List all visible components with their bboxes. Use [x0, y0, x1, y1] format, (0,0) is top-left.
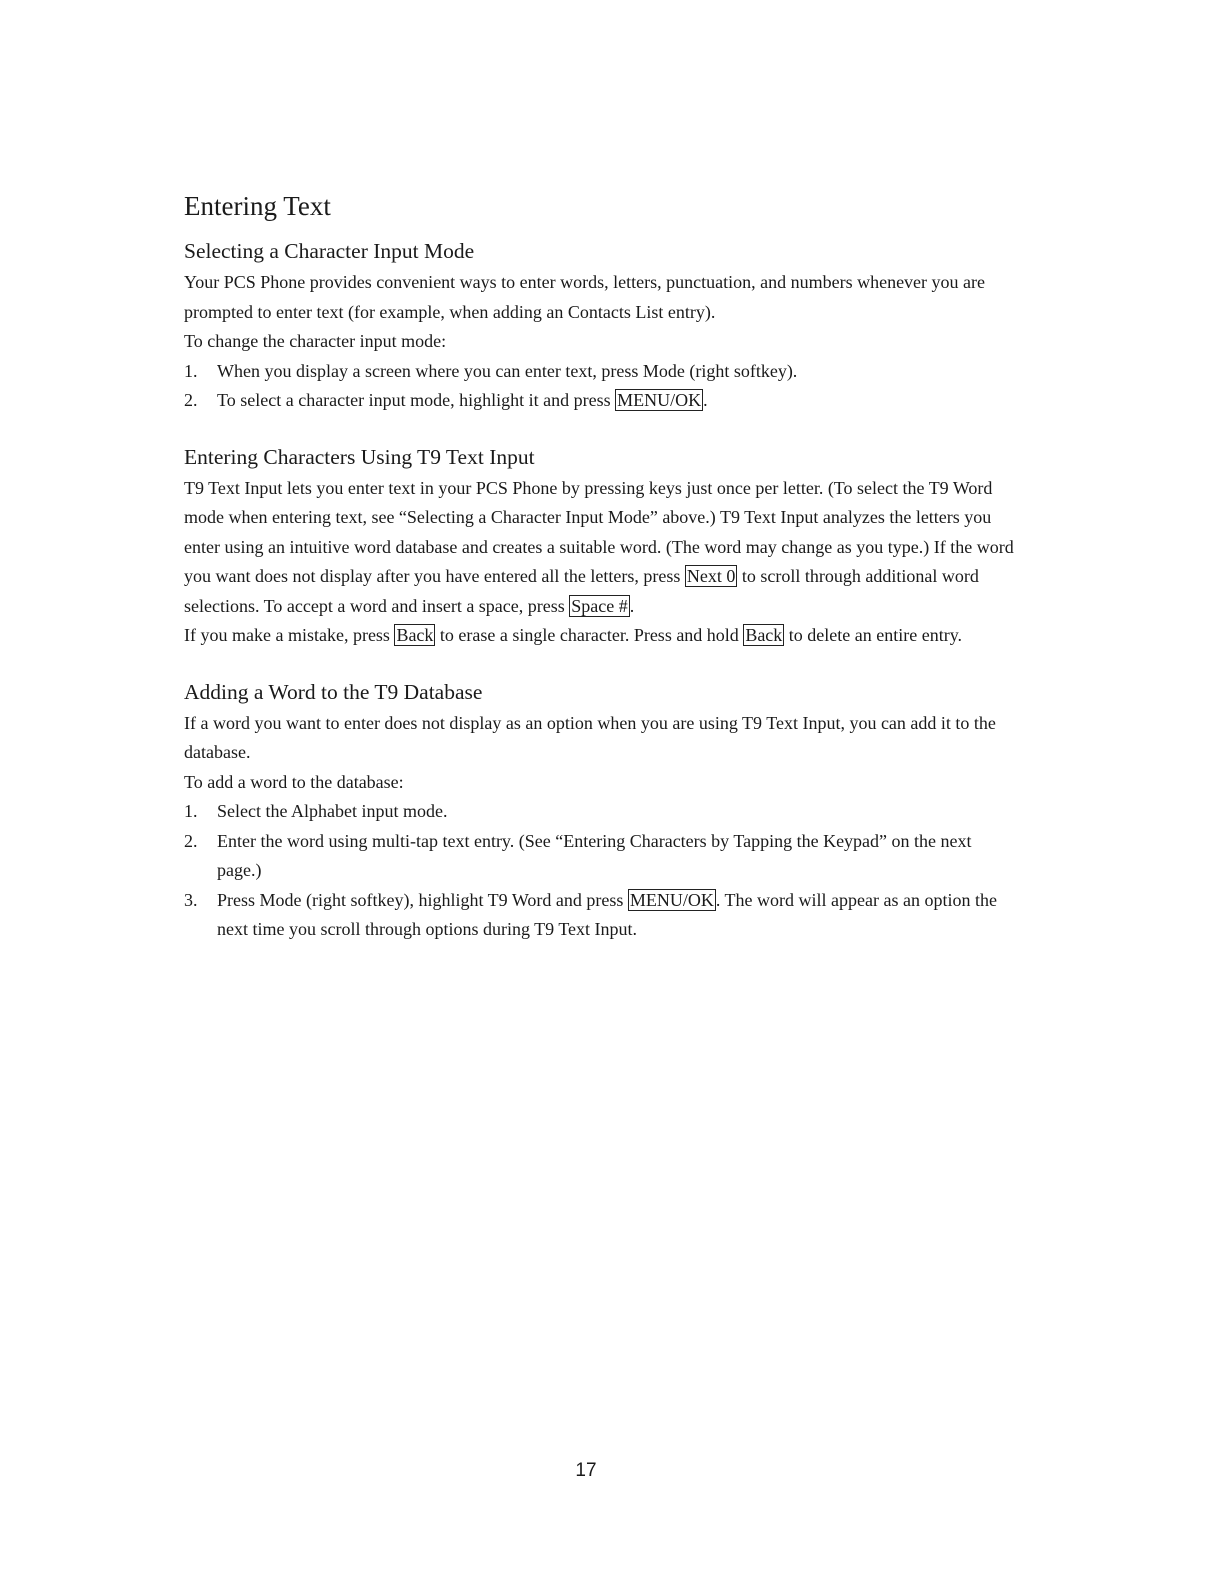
list-item	[184, 827, 1014, 886]
step-text: Select the Alphabet input mode.	[217, 801, 448, 821]
key-back: Back	[745, 625, 783, 645]
paragraph-text: to erase a single character. Press and hold	[435, 625, 744, 645]
steps-list	[184, 797, 1014, 945]
page-title: Entering Text	[184, 191, 331, 221]
page-number: 17	[575, 1460, 597, 1481]
step-text: .	[703, 390, 708, 410]
step-text: Press Mode (right softkey), highlight T9 Word and press	[217, 889, 628, 910]
paragraph	[184, 621, 1014, 651]
paragraph-text: T9 Text Input lets you enter text in your PCS Phone by pressing keys just once per letter. (To select the T9 Word mode when entering text, see “Selecting a Character Input Mode” above.) T9 Text Input analyzes the letters you enter using an intuitive word database and creates a suitable word. (The word may change as you type.) If the word you want does not display after you have entered all the letters, press	[184, 477, 1014, 586]
step-number: 3.	[184, 889, 198, 910]
page-content	[184, 190, 1014, 973]
key-space: Space #	[571, 595, 628, 616]
paragraph: To change the character input mode:	[184, 331, 447, 351]
list-item	[184, 886, 1014, 945]
step-number: 2.	[184, 390, 198, 410]
paragraph-text: to delete an entire entry.	[784, 625, 963, 645]
step-number: 1.	[184, 801, 198, 821]
list-item	[184, 797, 1014, 827]
step-text: When you display a screen where you can enter text, press Mode (right softkey).	[217, 360, 798, 381]
key-menu-ok: MENU/OK	[617, 390, 702, 410]
section-add-word	[184, 679, 1014, 945]
step-number: 1.	[184, 360, 198, 381]
section-heading: Selecting a Character Input Mode	[184, 239, 475, 263]
paragraph: To add a word to the database:	[184, 771, 404, 792]
step-number: 2.	[184, 830, 198, 851]
paragraph: Your PCS Phone provides convenient ways to enter words, letters, punctuation, and numbers whenever you are prompted to enter text (for example, when adding an Contacts List entry).	[184, 272, 986, 322]
step-text: To select a character input mode, highlight it and press	[217, 390, 616, 410]
key-menu-ok: MENU/OK	[629, 889, 714, 910]
paragraph-text: If you make a mistake, press	[184, 625, 395, 645]
section-t9-input	[184, 444, 1014, 651]
list-item	[184, 386, 1014, 416]
steps-list	[184, 357, 1014, 416]
section-heading: Entering Characters Using T9 Text Input	[184, 444, 535, 469]
section-heading: Adding a Word to the T9 Database	[184, 679, 483, 704]
paragraph	[184, 474, 1014, 622]
list-item	[184, 357, 1014, 387]
section-select-input-mode	[184, 238, 1014, 416]
paragraph-text: to scroll through additional word selections. To accept a word and insert a space, press	[184, 566, 979, 616]
step-text: . The word will appear as an option the next time you scroll through options during T9 Text Input.	[217, 889, 997, 939]
key-back: Back	[396, 625, 434, 645]
step-text: Enter the word using multi-tap text entry. (See “Entering Characters by Tapping the Keypad” on the next page.)	[217, 830, 972, 880]
paragraph: If a word you want to enter does not display as an option when you are using T9 Text Input, you can add it to the database.	[184, 712, 996, 762]
key-next-0: Next 0	[686, 566, 736, 586]
paragraph-text: .	[629, 595, 635, 616]
